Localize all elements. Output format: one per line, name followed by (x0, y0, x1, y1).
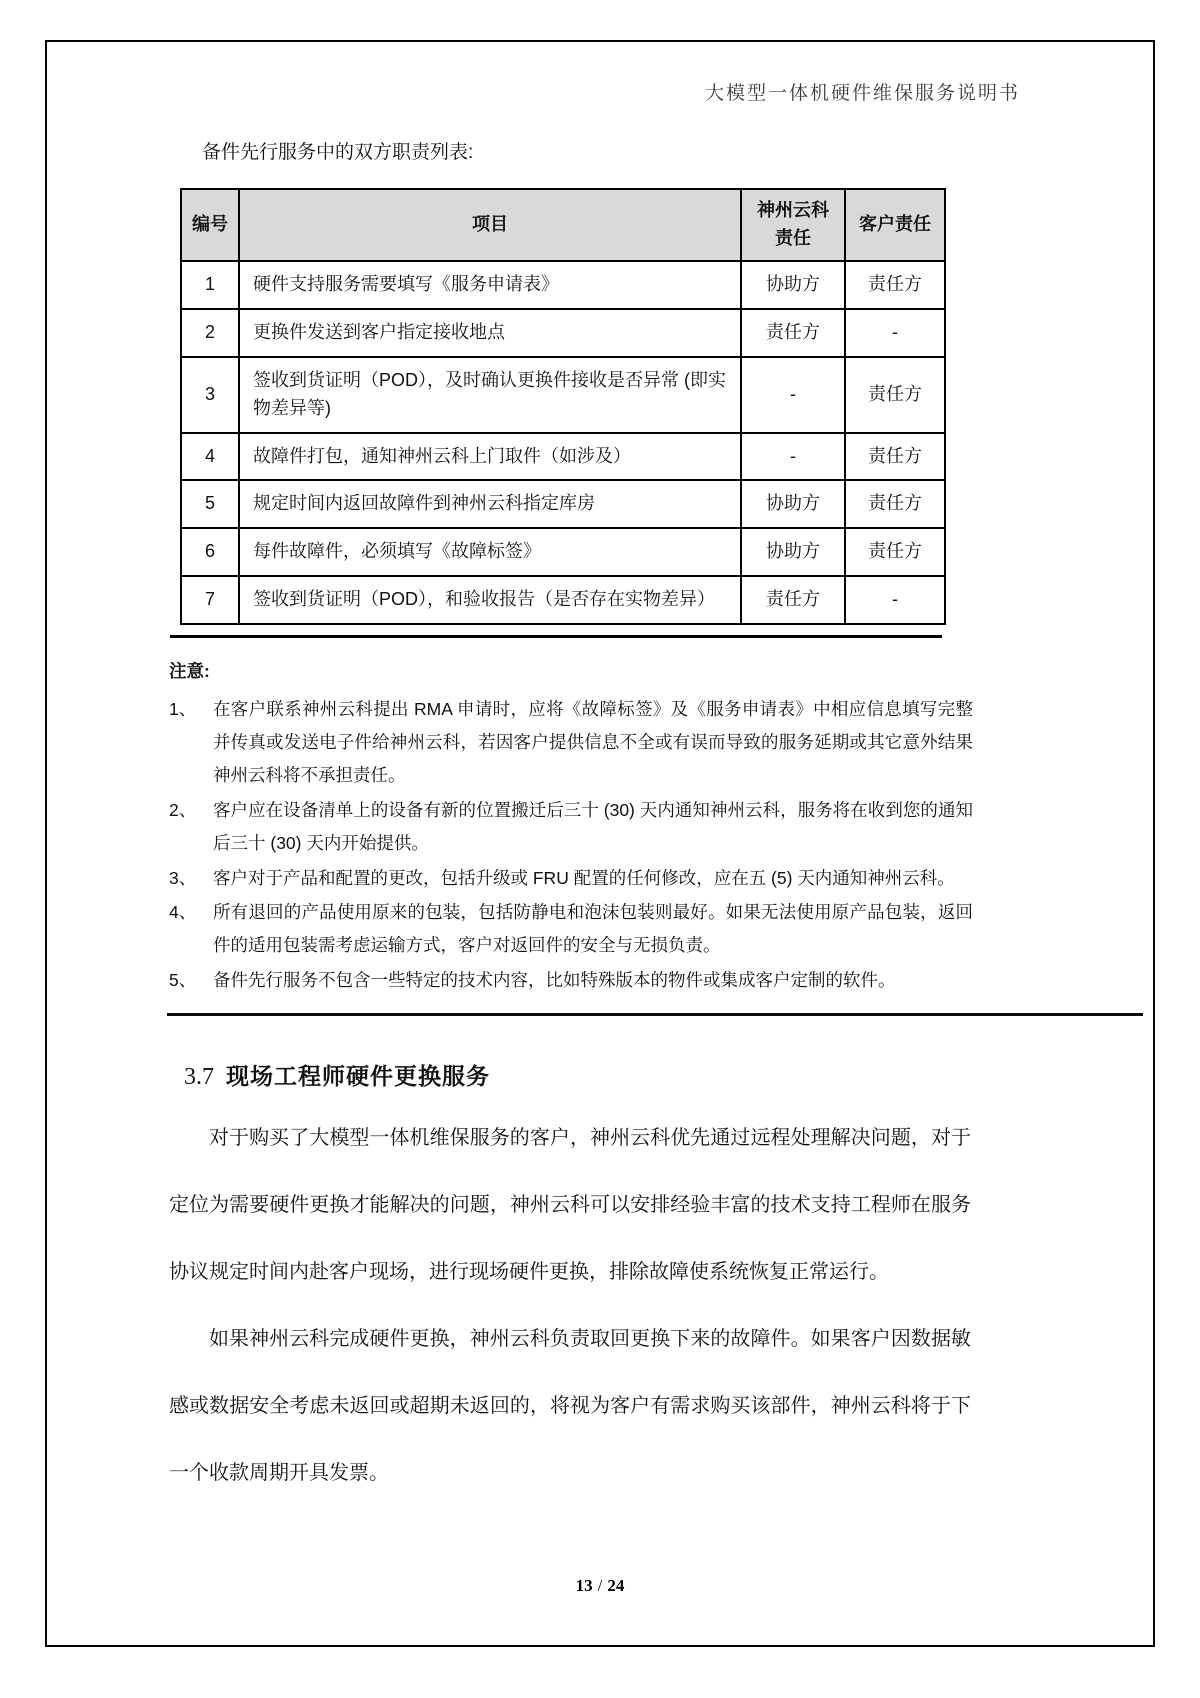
note-text: 备件先行服务不包含一些特定的技术内容，比如特殊版本的物件或集成客户定制的软件。 (213, 970, 896, 991)
list-item (169, 964, 973, 997)
table-row (181, 433, 945, 481)
cell-item: 每件故障件，必须填写《故障标签》 (239, 528, 741, 576)
cell-item: 更换件发送到客户指定接收地点 (239, 309, 741, 357)
header-cell-customer: 客户责任 (845, 189, 945, 261)
cell-item: 签收到货证明（POD），和验收报告（是否存在实物差异） (239, 576, 741, 624)
note-number: 4、 (169, 902, 197, 923)
cell-no: 7 (181, 576, 239, 624)
page-footer (0, 1576, 1200, 1596)
page-border-frame (45, 40, 1155, 1647)
note-text: 在客户联系神州云科提出 RMA 申请时，应将《故障标签》及《服务申请表》中相应信息填写完整并传真或发送电子件给神州云科，若因客户提供信息不全或有误而导致的服务延期或其它意外结果神州云科将不承担责任。 (213, 699, 973, 785)
cell-vendor: 责任方 (741, 309, 845, 357)
list-item (169, 862, 973, 895)
cell-no: 1 (181, 261, 239, 309)
header-vendor-line2: 责任 (775, 228, 811, 248)
note-number: 3、 (169, 867, 197, 888)
note-text: 所有退回的产品使用原来的包装，包括防静电和泡沫包装则最好。如果无法使用原产品包装，返回件的适用包装需考虑运输方式，客户对返回件的安全与无损负责。 (213, 902, 973, 956)
header-vendor-line1: 神州云科 (757, 200, 829, 221)
note-number: 5、 (169, 970, 197, 991)
table-row (181, 528, 945, 576)
divider-above-section (167, 1013, 1143, 1016)
cell-item: 规定时间内返回故障件到神州云科指定库房 (239, 480, 741, 528)
cell-no: 5 (181, 480, 239, 528)
cell-no: 3 (181, 357, 239, 433)
cell-item: 硬件支持服务需要填写《服务申请表》 (239, 261, 741, 309)
body-paragraph: 如果神州云科完成硬件更换，神州云科负责取回更换下来的故障件。如果客户因数据敏感或数据安全考虑未返回或超期未返回的，将视为客户有需求购买该部件，神州云科将于下一个收款周期开具发票。 (169, 1328, 971, 1485)
cell-item: 故障件打包，通知神州云科上门取件（如涉及） (239, 433, 741, 481)
cell-no: 2 (181, 309, 239, 357)
footer-separator: / (597, 1576, 603, 1595)
section-heading (184, 1058, 1153, 1091)
footer-current-page: 13 (575, 1576, 593, 1595)
cell-vendor: 协助方 (741, 528, 845, 576)
notes-list (169, 693, 973, 997)
document-header-title: 大模型一体机硬件维保服务说明书 (704, 83, 1020, 104)
cell-customer: 责任方 (845, 528, 945, 576)
section-body (169, 1105, 971, 1507)
table-intro-line: 备件先行服务中的双方职责列表: (202, 142, 474, 163)
cell-customer: - (845, 576, 945, 624)
cell-item: 签收到货证明（POD），及时确认更换件接收是否异常 (即实物差异等) (239, 357, 741, 433)
cell-customer: 责任方 (845, 261, 945, 309)
section-number: 3.7 (184, 1064, 214, 1091)
cell-vendor: 协助方 (741, 261, 845, 309)
note-text: 客户应在设备清单上的设备有新的位置搬迁后三十 (30) 天内通知神州云科，服务将在收到您的通知后三十 (30) 天内开始提供。 (213, 799, 973, 853)
table-row (181, 261, 945, 309)
cell-no: 6 (181, 528, 239, 576)
header-cell-no: 编号 (181, 189, 239, 261)
table-row (181, 309, 945, 357)
table-row (181, 480, 945, 528)
responsibility-table (180, 188, 946, 625)
list-item (169, 896, 973, 962)
cell-customer: - (845, 309, 945, 357)
header-cell-item: 项目 (239, 189, 741, 261)
cell-vendor: - (741, 433, 845, 481)
cell-customer: 责任方 (845, 433, 945, 481)
table-row (181, 357, 945, 433)
list-item (169, 693, 973, 792)
body-paragraph: 对于购买了大模型一体机维保服务的客户，神州云科优先通过远程处理解决问题，对于定位为需要硬件更换才能解决的问题，神州云科可以安排经验丰富的技术支持工程师在服务协议规定时间内赴客户现场，进行现场硬件更换，排除故障使系统恢复正常运行。 (169, 1127, 971, 1284)
note-number: 2、 (169, 799, 197, 820)
note-text: 客户对于产品和配置的更改，包括升级或 FRU 配置的任何修改，应在五 (5) 天内通知神州云科。 (213, 867, 955, 888)
note-number: 1、 (169, 699, 197, 720)
cell-no: 4 (181, 433, 239, 481)
table-header-row (181, 189, 945, 261)
header-cell-vendor (741, 189, 845, 261)
table-row (181, 576, 945, 624)
footer-total-pages: 24 (607, 1576, 625, 1595)
cell-vendor: 责任方 (741, 576, 845, 624)
cell-customer: 责任方 (845, 480, 945, 528)
divider-under-table (170, 635, 942, 638)
cell-vendor: 协助方 (741, 480, 845, 528)
list-item (169, 794, 973, 860)
notice-label: 注意: (169, 661, 210, 682)
cell-customer: 责任方 (845, 357, 945, 433)
cell-vendor: - (741, 357, 845, 433)
section-title: 现场工程师硬件更换服务 (226, 1063, 490, 1090)
